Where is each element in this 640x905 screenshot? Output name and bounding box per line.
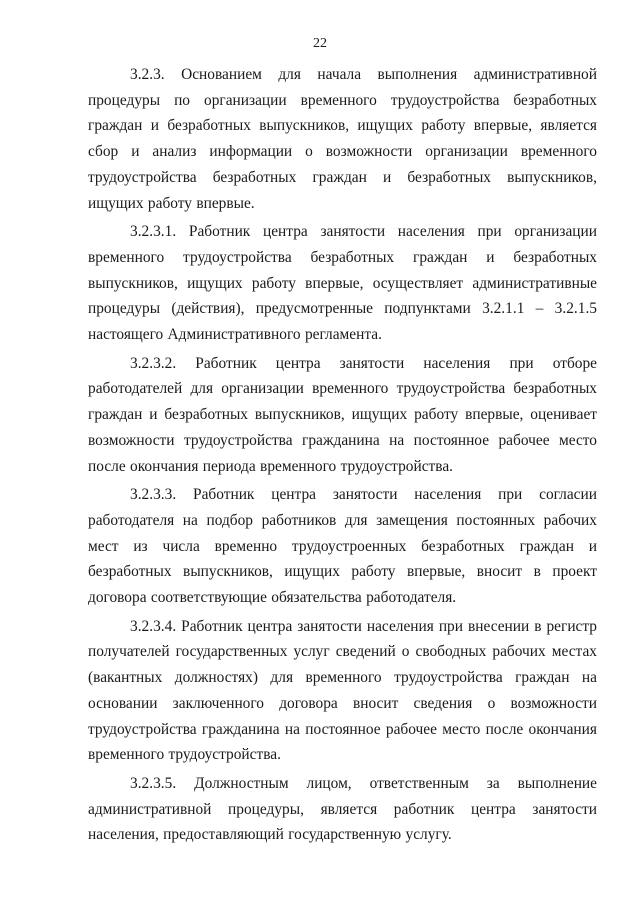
paragraph-3-2-3-1: 3.2.3.1. Работник центра занятости населения при организации временного трудоустройства безработных граждан и безработных выпускников, ищущих работу впервые, осуществляет административные процедуры (действия), предусмотренные подпунктами 3.2.1.1 – 3.2.1.5 настоящего Административного регламента.: [88, 223, 597, 344]
document-body: [88, 62, 597, 851]
paragraph-3-2-3-2: 3.2.3.2. Работник центра занятости населения при отборе работодателей для организации временного трудоустройства безработных граждан и безработных выпускников, ищущих работу впервые, оценивает возможности трудоустройства гражданина на постоянное рабочее место после окончания периода временного трудоустройства.: [88, 354, 597, 475]
paragraph-3-2-3-5: 3.2.3.5. Должностным лицом, ответственным за выполнение административной процедуры, является работник центра занятости населения, предоставляющий государственную услугу.: [88, 774, 597, 844]
paragraph-3-2-3-3: 3.2.3.3. Работник центра занятости населения при согласии работодателя на подбор работников для замещения постоянных рабочих мест из числа временно трудоустроенных безработных граждан и безработных выпускников, ищущих работу впервые, вносит в проект договора соответствующие обязательства работодателя.: [88, 486, 597, 607]
page-number: 22: [313, 36, 327, 51]
paragraph-3-2-3-4: 3.2.3.4. Работник центра занятости населения при внесении в регистр получателей государственных услуг сведений о свободных рабочих местах (вакантных должностях) для временного трудоустройства граждан на основании заключенного договора вносит сведения о возможности трудоустройства гражданина на постоянное рабочее место после окончания временного трудоустройства.: [88, 617, 597, 764]
paragraph-3-2-3: 3.2.3. Основанием для начала выполнения административной процедуры по организации временного трудоустройства безработных граждан и безработных выпускников, ищущих работу впервые, является сбор и анализ информации о возможности организации временного трудоустройства безработных граждан и безработных выпускников, ищущих работу впервые.: [88, 66, 597, 212]
